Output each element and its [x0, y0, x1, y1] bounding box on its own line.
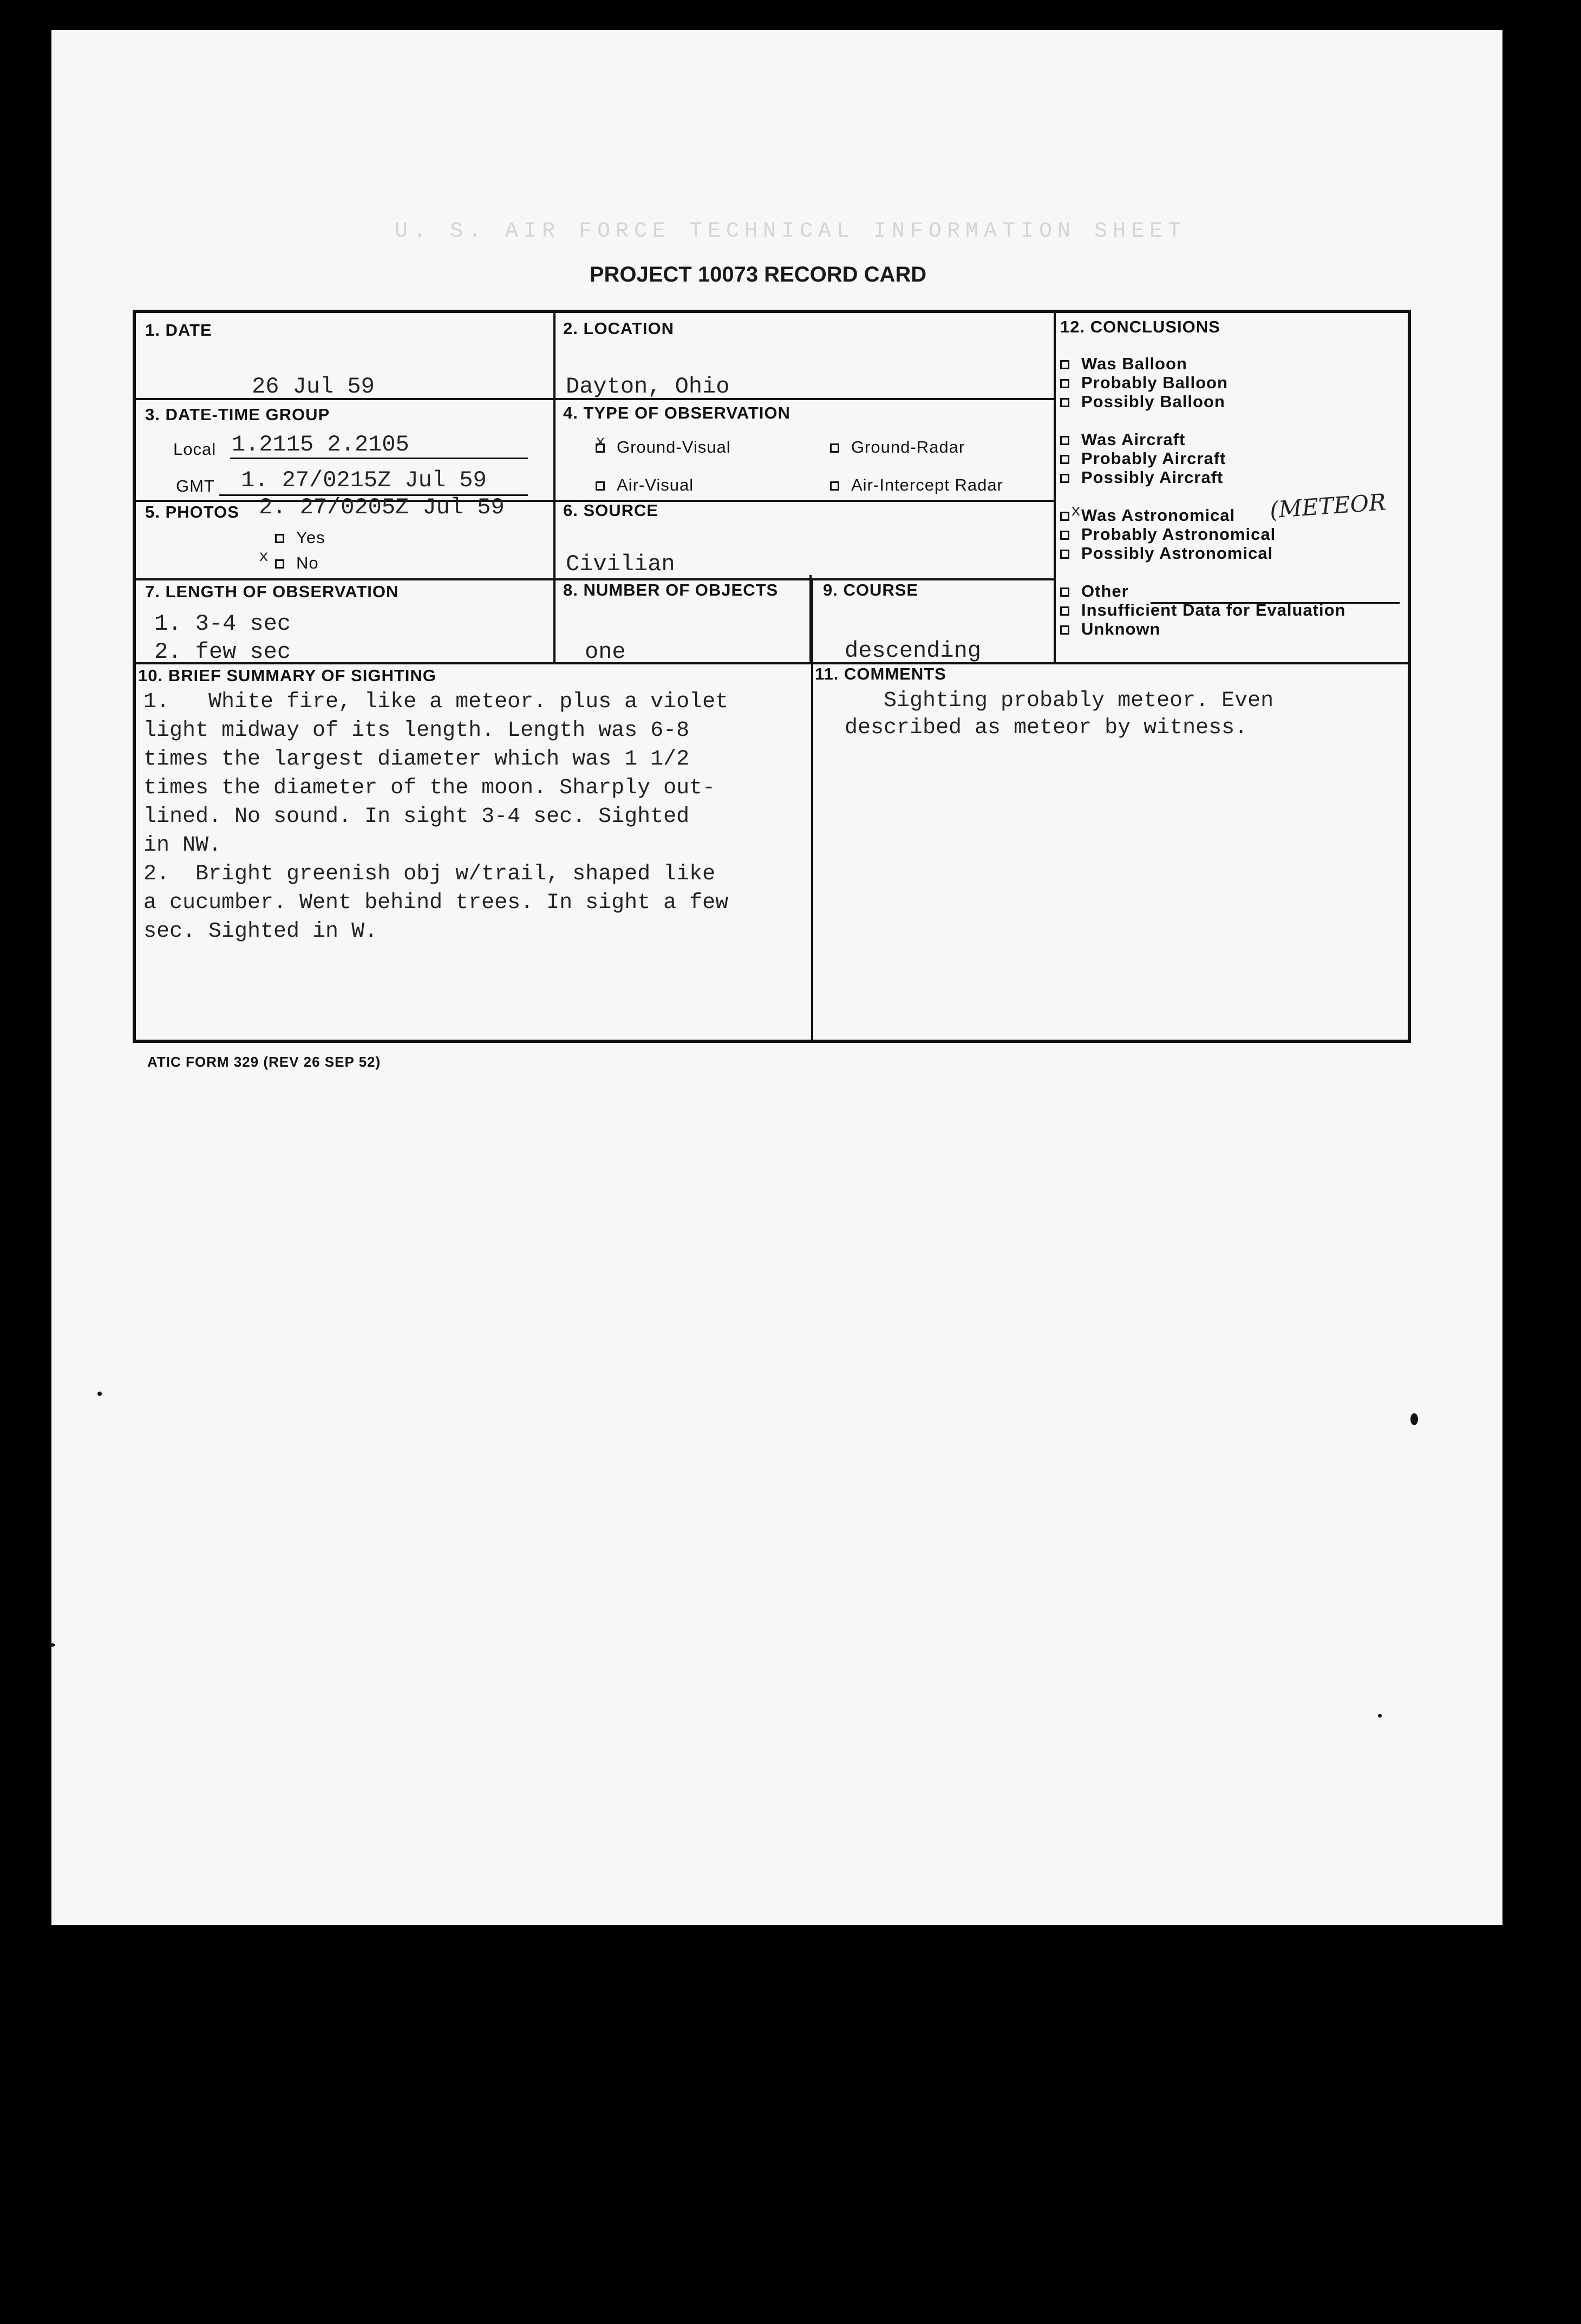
conclusion-label: Probably Aircraft [1081, 449, 1226, 468]
type-air-intercept[interactable]: Air-Intercept Radar [830, 475, 1003, 495]
source-label: 6. SOURCE [563, 501, 659, 520]
conclusion-label: Was Balloon [1081, 354, 1187, 373]
conclusion-item[interactable] [1060, 525, 1276, 544]
checkbox-icon [830, 481, 839, 491]
dtg-gmt-label: GMT [176, 476, 215, 495]
film-speck [1378, 1714, 1382, 1718]
checkbox-icon [1060, 512, 1069, 521]
summary-text: 1. White fire, like a meteor. plus a violet light midway of its length. Length was 6-8 times the largest diameter which was 1 1/2 times the diameter of the moon. Sharply out- lined. No sound. In sight 3-4 sec. Sighted in NW. 2. Bright greenish obj w/trail, shaped like a cucumber. Went behind trees. In sight a few sec. Sighted in W. [143, 690, 729, 944]
conclusions-label: 12. CONCLUSIONS [1060, 317, 1220, 336]
course-value: descending [845, 638, 982, 664]
conclusion-item[interactable] [1060, 373, 1228, 393]
conclusion-label: Possibly Astronomical [1081, 544, 1273, 563]
type-ground-visual[interactable]: Ground-Visual [596, 438, 731, 457]
photos-label: 5. PHOTOS [145, 502, 239, 521]
conclusion-item[interactable] [1060, 619, 1161, 639]
conclusion-label: Possibly Aircraft [1081, 468, 1224, 487]
conclusion-item[interactable] [1060, 582, 1129, 601]
date-label: 1. DATE [145, 321, 212, 340]
photos-no[interactable]: No [275, 553, 319, 573]
conclusion-item[interactable] [1060, 506, 1235, 525]
divider [1054, 313, 1056, 664]
conclusion-item[interactable] [1060, 544, 1273, 563]
comments-label: 11. COMMENTS [815, 664, 946, 683]
conclusion-label: Probably Balloon [1081, 373, 1228, 392]
bleed-through-text: U. S. AIR FORCE TECHNICAL INFORMATION SHEET [394, 219, 1187, 244]
checkbox-icon [275, 559, 284, 569]
checkbox-icon [1060, 474, 1069, 483]
photos-yes[interactable]: Yes [275, 528, 325, 547]
length-line2: 2. few sec [154, 639, 291, 665]
checkbox-icon [1060, 360, 1069, 369]
conclusion-item[interactable] [1060, 449, 1226, 468]
date-value: 26 Jul 59 [252, 374, 375, 400]
conclusion-item[interactable] [1060, 468, 1223, 487]
location-value: Dayton, Ohio [566, 374, 730, 400]
conclusion-item[interactable] [1060, 354, 1187, 374]
photos-value: 2. 27/0205Z Jul 59 [259, 494, 505, 520]
dtg-local-value: 1.2115 2.2105 [232, 432, 409, 458]
conclusion-label: Unknown [1081, 619, 1161, 638]
checkbox-icon [1060, 625, 1069, 635]
divider [809, 575, 812, 662]
divider [136, 662, 1408, 664]
check-mark: x [596, 433, 606, 452]
conclusion-item[interactable] [1060, 392, 1225, 412]
conclusion-label: Was Aircraft [1081, 430, 1186, 449]
checkbox-icon [1060, 455, 1069, 464]
checkbox-icon [1060, 606, 1069, 616]
type-air-visual[interactable]: Air-Visual [596, 475, 694, 495]
type-ground-radar[interactable]: Ground-Radar [830, 438, 965, 457]
checkbox-icon [1060, 398, 1069, 407]
dtg-local-label: Local [173, 440, 217, 459]
conclusion-label: Was Astronomical [1081, 506, 1236, 525]
objects-label: 8. NUMBER OF OBJECTS [563, 580, 779, 599]
checkbox-icon [596, 481, 605, 491]
other-line [1151, 602, 1400, 604]
film-speck [49, 1643, 55, 1647]
film-speck [97, 1392, 102, 1396]
dtg-local-line [230, 458, 528, 459]
checkbox-icon [1060, 587, 1069, 597]
conclusion-label: Possibly Balloon [1081, 392, 1225, 411]
length-line1: 1. 3-4 sec [154, 611, 291, 637]
checkbox-icon [1060, 436, 1069, 445]
conclusion-label: Insufficient Data for Evaluation [1081, 600, 1346, 619]
checkbox-icon [275, 534, 284, 543]
checkbox-icon [1060, 379, 1069, 388]
checkbox-icon [1060, 550, 1069, 559]
objects-value: one [585, 639, 626, 665]
comments-text: Sighting probably meteor. Even described as meteor by witness. [845, 689, 1274, 740]
dtg-gmt-value: 1. 27/0215Z Jul 59 [241, 467, 487, 493]
length-label: 7. LENGTH OF OBSERVATION [145, 582, 399, 601]
check-mark: x [1071, 502, 1081, 521]
dtg-label: 3. DATE-TIME GROUP [145, 405, 330, 424]
film-speck [1410, 1413, 1418, 1425]
checkbox-icon [1060, 531, 1069, 540]
conclusion-item[interactable] [1060, 430, 1185, 449]
conclusion-label: Other [1081, 582, 1129, 600]
form-number: ATIC FORM 329 (REV 26 SEP 52) [147, 1054, 381, 1070]
handwritten-note: (METEOR [1269, 488, 1387, 524]
check-mark: x [259, 548, 269, 566]
type-obs-label: 4. TYPE OF OBSERVATION [563, 403, 790, 422]
card-title: PROJECT 10073 RECORD CARD [589, 263, 927, 286]
source-value: Civilian [566, 551, 675, 577]
checkbox-icon [830, 443, 839, 453]
course-label: 9. COURSE [823, 580, 919, 599]
summary-label: 10. BRIEF SUMMARY OF SIGHTING [138, 666, 436, 685]
location-label: 2. LOCATION [563, 319, 675, 338]
divider [553, 313, 556, 664]
conclusion-label: Probably Astronomical [1081, 525, 1276, 544]
